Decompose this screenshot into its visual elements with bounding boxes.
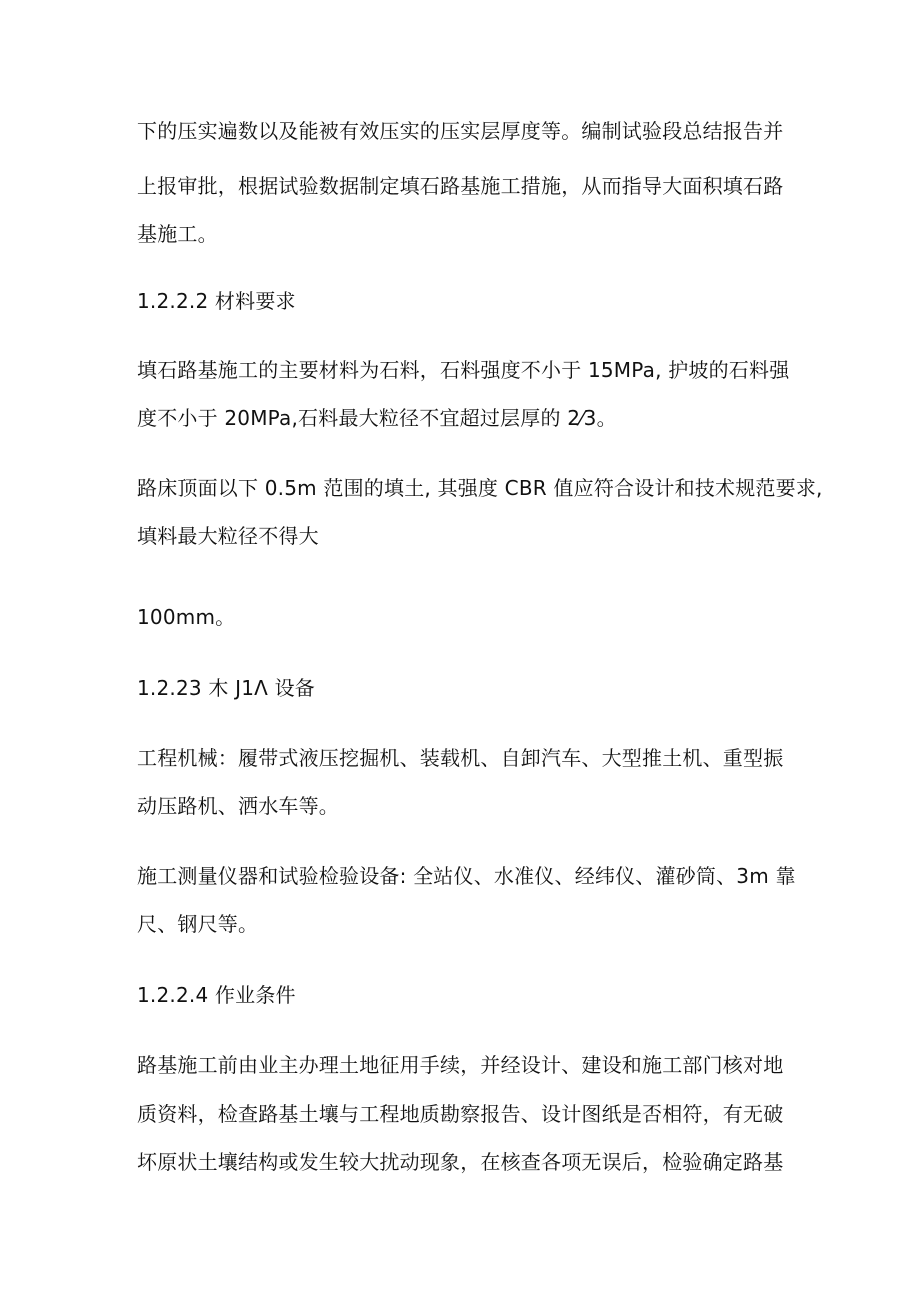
paragraph-line: 坏原状土壤结构或发生较大扰动现象，在核查各项无误后，检验确定路基 (137, 1150, 784, 1174)
section-heading: 1.2.2.2 材料要求 (137, 289, 296, 313)
paragraph-line: 填料最大粒径不得大 (137, 524, 319, 548)
paragraph-line: 填石路基施工的主要材料为石料，石料强度不小于 15MPa, 护坡的石料强 (137, 358, 790, 382)
section-heading: 1.2.2.4 作业条件 (137, 983, 296, 1007)
paragraph-line: 工程机械：履带式液压挖掘机、装载机、自卸汽车、大型推土机、重型振 (137, 746, 784, 770)
paragraph-line: 上报审批，根据试验数据制定填石路基施工措施，从而指导大面积填石路 (137, 174, 784, 198)
paragraph-line: 路床顶面以下 0.5m 范围的填土, 其强度 CBR 值应符合设计和技术规范要求, (137, 476, 823, 500)
paragraph-line: 动压路机、洒水车等。 (137, 794, 339, 818)
paragraph-line: 基施工。 (137, 222, 218, 246)
paragraph-line: 路基施工前由业主办理土地征用手续，并经设计、建设和施工部门核对地 (137, 1053, 784, 1077)
paragraph-line: 下的压实遍数以及能被有效压实的压实层厚度等。编制试验段总结报告并 (137, 119, 784, 143)
paragraph-line: 尺、钢尺等。 (137, 912, 259, 936)
paragraph-line: 100mm。 (137, 605, 236, 629)
paragraph-line: 施工测量仪器和试验检验设备: 全站仪、水准仪、经纬仪、灌砂筒、3m 靠 (137, 864, 796, 888)
paragraph-line: 质资料，检查路基土壤与工程地质勘察报告、设计图纸是否相符，有无破 (137, 1102, 784, 1126)
paragraph-line: 度不小于 20MPa,石料最大粒径不宜超过层厚的 2⁄3。 (137, 406, 617, 430)
section-heading: 1.2.23 木 J1Λ 设备 (137, 676, 315, 700)
